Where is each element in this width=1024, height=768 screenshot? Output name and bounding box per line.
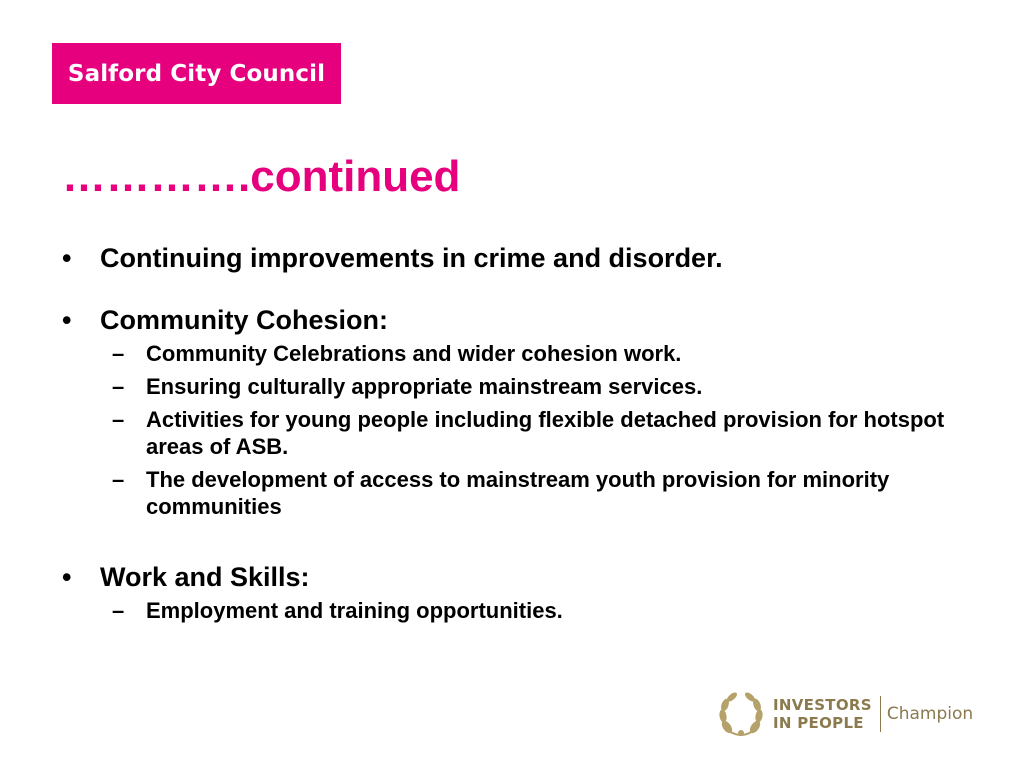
investors-in-people-badge xyxy=(717,688,973,740)
sub-item-text: Community Celebrations and wider cohesion work. xyxy=(146,341,682,366)
sub-bullet-marker: – xyxy=(112,407,125,432)
sub-item-text: Activities for young people including flexible detached provision for hotspot areas of ASB. xyxy=(146,407,945,459)
iip-wordmark xyxy=(773,696,872,732)
iip-line-2: IN PEOPLE xyxy=(773,714,864,732)
sub-list-work-skills xyxy=(62,597,962,624)
laurel-wreath-icon xyxy=(717,689,765,739)
bullet-crime-disorder xyxy=(62,238,962,278)
iip-divider xyxy=(880,696,881,732)
sub-item-text: The development of access to mainstream youth provision for minority communities xyxy=(146,467,890,519)
bullet-marker: • xyxy=(62,562,72,592)
sub-item xyxy=(62,373,962,400)
bullet-text: Community Cohesion: xyxy=(100,305,388,335)
council-logo xyxy=(52,43,341,104)
slide-content xyxy=(62,238,962,624)
sub-bullet-marker: – xyxy=(112,598,125,623)
bullet-marker: • xyxy=(62,305,72,335)
bullet-marker: • xyxy=(62,243,72,273)
sub-item-text: Ensuring culturally appropriate mainstream services. xyxy=(146,374,703,399)
sub-item xyxy=(62,597,962,624)
bullet-work-skills xyxy=(62,557,962,597)
sub-item xyxy=(62,466,962,520)
sub-bullet-marker: – xyxy=(112,467,125,492)
bullet-text: Work and Skills: xyxy=(100,562,310,592)
iip-line-1: INVESTORS xyxy=(773,696,872,714)
sub-item xyxy=(62,406,962,460)
iip-champion-label: Champion xyxy=(886,704,974,724)
sub-item-text: Employment and training opportunities. xyxy=(146,598,563,623)
council-logo-text: Salford City Council xyxy=(67,60,326,87)
bullet-text: Continuing improvements in crime and disorder. xyxy=(100,243,723,273)
sub-bullet-marker: – xyxy=(112,341,125,366)
bullet-community-cohesion xyxy=(62,300,962,340)
sub-item xyxy=(62,340,962,367)
sub-list-community-cohesion xyxy=(62,340,962,520)
slide-title: ………….continued xyxy=(62,152,461,201)
sub-bullet-marker: – xyxy=(112,374,125,399)
